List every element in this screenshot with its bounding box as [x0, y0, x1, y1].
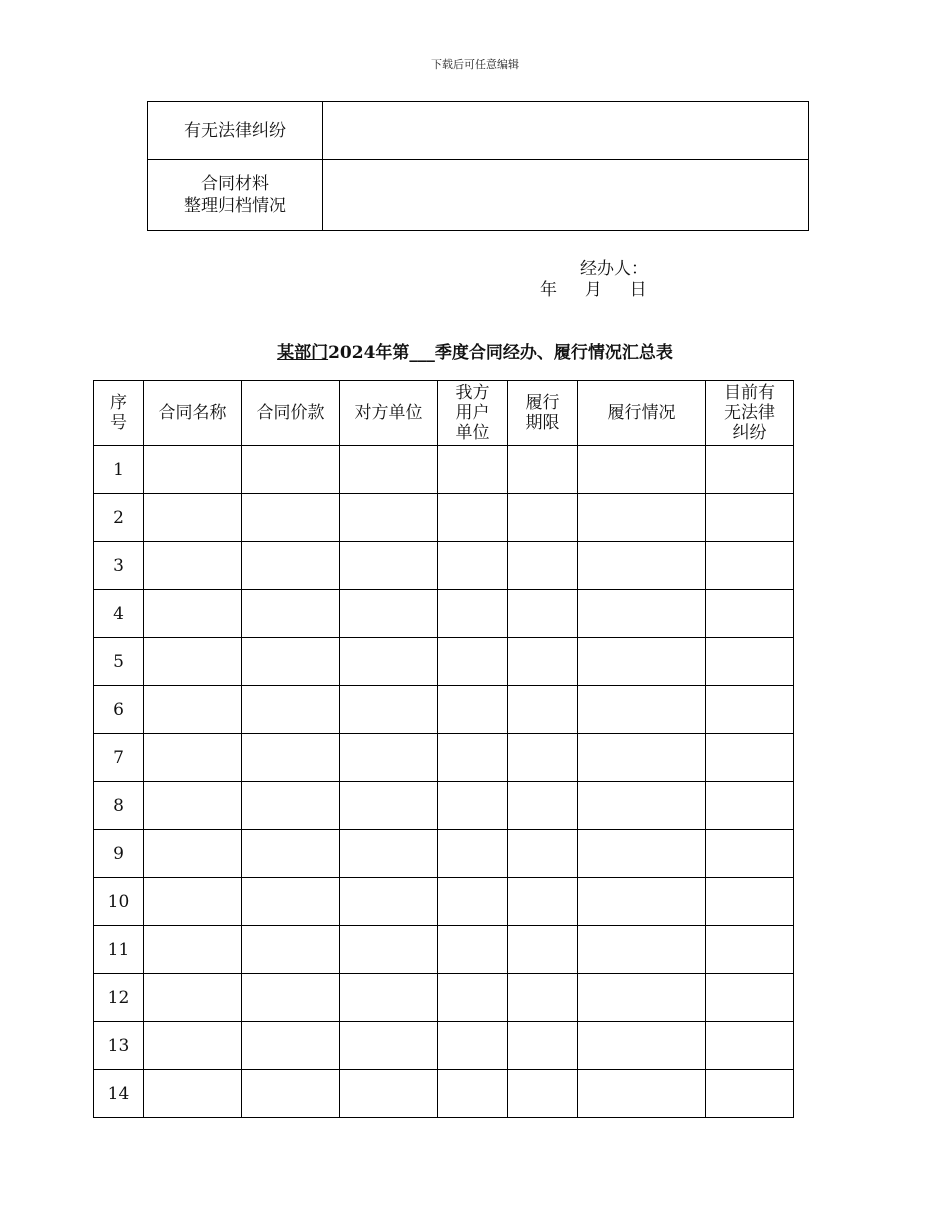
table-cell[interactable]: [578, 734, 706, 782]
table-cell[interactable]: [340, 974, 438, 1022]
table-cell[interactable]: [340, 1022, 438, 1070]
table-cell[interactable]: [340, 494, 438, 542]
table-cell[interactable]: [508, 446, 578, 494]
header-row: [94, 381, 794, 446]
header-note: 下载后可任意编辑: [431, 58, 519, 71]
table-cell[interactable]: [438, 782, 508, 830]
table-cell[interactable]: [340, 446, 438, 494]
table-cell[interactable]: [578, 590, 706, 638]
title-year: 2024年第: [328, 343, 410, 363]
row-number: 12: [94, 974, 144, 1022]
table-cell[interactable]: [438, 878, 508, 926]
table-cell[interactable]: [706, 1070, 794, 1118]
table-cell[interactable]: [438, 494, 508, 542]
table-row: [94, 734, 794, 782]
table-row: [94, 926, 794, 974]
col-header-dispute: [706, 381, 794, 446]
table-cell[interactable]: [340, 542, 438, 590]
table-cell[interactable]: [578, 974, 706, 1022]
table-cell[interactable]: [438, 1070, 508, 1118]
table-row: [94, 1022, 794, 1070]
col-header-term: [508, 381, 578, 446]
table-cell[interactable]: [706, 542, 794, 590]
table-row: [94, 542, 794, 590]
archive-status-label: [148, 160, 323, 231]
table-cell[interactable]: [144, 542, 242, 590]
table-cell[interactable]: [508, 542, 578, 590]
table-cell[interactable]: [340, 590, 438, 638]
summary-table: [93, 380, 794, 1118]
table-cell[interactable]: [508, 590, 578, 638]
label-line: 合同材料: [201, 174, 269, 194]
table-cell[interactable]: [242, 926, 340, 974]
table-cell[interactable]: [438, 686, 508, 734]
table-cell[interactable]: [578, 926, 706, 974]
table-cell[interactable]: [508, 734, 578, 782]
header-line: 单位: [455, 423, 490, 443]
header-line: 合同名称: [158, 403, 227, 423]
department-name: 某部门: [277, 343, 329, 363]
table-row: [94, 590, 794, 638]
table-cell[interactable]: [144, 926, 242, 974]
header-line: 目前有: [724, 383, 775, 403]
header-line: 期限: [525, 413, 560, 433]
table-row: [94, 494, 794, 542]
table-cell[interactable]: [578, 638, 706, 686]
table-cell[interactable]: [706, 446, 794, 494]
table-cell[interactable]: [706, 686, 794, 734]
table-cell[interactable]: [706, 638, 794, 686]
table-cell[interactable]: [508, 830, 578, 878]
header-line: 履行: [525, 393, 560, 413]
year-label: 年: [540, 280, 557, 300]
handler-label: 经办人：: [580, 259, 648, 279]
table-cell[interactable]: [242, 590, 340, 638]
table-cell[interactable]: [578, 1070, 706, 1118]
table-cell[interactable]: [706, 782, 794, 830]
table-cell[interactable]: [578, 1022, 706, 1070]
table-cell[interactable]: [706, 734, 794, 782]
table-cell[interactable]: [144, 1022, 242, 1070]
table-row: [94, 974, 794, 1022]
header-line: 用户: [455, 403, 490, 423]
table-cell[interactable]: [438, 1022, 508, 1070]
table-row: [94, 830, 794, 878]
table-cell[interactable]: [438, 590, 508, 638]
header-line: 对方单位: [354, 403, 423, 423]
table-cell[interactable]: [144, 590, 242, 638]
header-line: 履行情况: [607, 403, 676, 423]
table-row: [94, 878, 794, 926]
date-line: [540, 275, 647, 300]
row-number: 10: [94, 878, 144, 926]
table-row: [94, 446, 794, 494]
table-cell[interactable]: [578, 830, 706, 878]
table-cell[interactable]: [508, 926, 578, 974]
table-cell[interactable]: [508, 1070, 578, 1118]
header-line: 纠纷: [732, 423, 767, 443]
table-cell[interactable]: [340, 734, 438, 782]
header-line: 号: [110, 413, 127, 433]
row-number: 6: [94, 686, 144, 734]
table-cell[interactable]: [578, 686, 706, 734]
contract-info-table: [147, 101, 809, 231]
label-line: 整理归档情况: [184, 196, 286, 216]
table-cell[interactable]: [438, 446, 508, 494]
archive-status-value-cell[interactable]: [323, 160, 809, 231]
legal-dispute-label: [148, 102, 323, 160]
table-cell[interactable]: [706, 1022, 794, 1070]
table-cell[interactable]: [508, 494, 578, 542]
table-cell[interactable]: [340, 1070, 438, 1118]
table-cell[interactable]: [144, 494, 242, 542]
table-cell[interactable]: [706, 878, 794, 926]
table-cell[interactable]: [578, 782, 706, 830]
row-number: 3: [94, 542, 144, 590]
table-cell[interactable]: [508, 878, 578, 926]
table-cell[interactable]: [706, 830, 794, 878]
col-header-contract-price: [242, 381, 340, 446]
table-cell[interactable]: [706, 926, 794, 974]
table-cell[interactable]: [242, 494, 340, 542]
table-cell[interactable]: [340, 686, 438, 734]
col-header-seq: [94, 381, 144, 446]
col-header-counterparty: [340, 381, 438, 446]
table-cell[interactable]: [242, 974, 340, 1022]
table-cell[interactable]: [578, 446, 706, 494]
table-cell[interactable]: [144, 782, 242, 830]
table-cell[interactable]: [144, 446, 242, 494]
table-cell[interactable]: [340, 830, 438, 878]
table-row: [94, 638, 794, 686]
table-cell[interactable]: [144, 974, 242, 1022]
month-label: 月: [584, 280, 602, 300]
table-cell[interactable]: [340, 878, 438, 926]
table-cell[interactable]: [508, 686, 578, 734]
table-cell[interactable]: [144, 830, 242, 878]
table-cell[interactable]: [242, 1022, 340, 1070]
table-row: [148, 102, 809, 160]
table-cell[interactable]: [144, 878, 242, 926]
table-row: [148, 160, 809, 231]
table-cell[interactable]: [242, 638, 340, 686]
table-cell[interactable]: [706, 590, 794, 638]
col-header-contract-name: [144, 381, 242, 446]
table-cell[interactable]: [242, 446, 340, 494]
summary-title: [0, 338, 950, 363]
table-cell[interactable]: [242, 542, 340, 590]
quarter-blank: ___: [409, 343, 435, 363]
table-cell[interactable]: [340, 926, 438, 974]
col-header-our-unit: [438, 381, 508, 446]
table-cell[interactable]: [578, 494, 706, 542]
table-cell[interactable]: [706, 494, 794, 542]
row-number: 2: [94, 494, 144, 542]
row-number: 14: [94, 1070, 144, 1118]
header-line: 序: [110, 393, 127, 413]
table-cell[interactable]: [508, 638, 578, 686]
table-cell[interactable]: [438, 830, 508, 878]
row-number: 4: [94, 590, 144, 638]
table-cell[interactable]: [242, 830, 340, 878]
row-number: 5: [94, 638, 144, 686]
table-cell[interactable]: [508, 1022, 578, 1070]
row-number: 1: [94, 446, 144, 494]
table-cell[interactable]: [508, 782, 578, 830]
table-cell[interactable]: [242, 782, 340, 830]
legal-dispute-value-cell[interactable]: [323, 102, 809, 160]
table-cell[interactable]: [578, 542, 706, 590]
table-cell[interactable]: [438, 974, 508, 1022]
table-cell[interactable]: [144, 638, 242, 686]
table-cell[interactable]: [242, 1070, 340, 1118]
table-cell[interactable]: [144, 686, 242, 734]
table-row: [94, 1070, 794, 1118]
row-number: 11: [94, 926, 144, 974]
header-line: 我方: [455, 383, 490, 403]
table-cell[interactable]: [438, 542, 508, 590]
table-cell[interactable]: [242, 878, 340, 926]
row-number: 9: [94, 830, 144, 878]
row-number: 13: [94, 1022, 144, 1070]
table-cell[interactable]: [438, 638, 508, 686]
table-cell[interactable]: [438, 926, 508, 974]
table-cell[interactable]: [578, 878, 706, 926]
table-cell[interactable]: [340, 638, 438, 686]
title-rest: 季度合同经办、履行情况汇总表: [434, 343, 673, 363]
table-cell[interactable]: [438, 734, 508, 782]
row-number: 8: [94, 782, 144, 830]
label-line: 有无法律纠纷: [184, 120, 286, 141]
table-cell[interactable]: [144, 734, 242, 782]
table-row: [94, 686, 794, 734]
day-label: 日: [629, 280, 647, 300]
col-header-performance: [578, 381, 706, 446]
table-cell[interactable]: [242, 734, 340, 782]
table-cell[interactable]: [144, 1070, 242, 1118]
table-cell[interactable]: [242, 686, 340, 734]
header-line: 合同价款: [256, 403, 325, 423]
table-row: [94, 782, 794, 830]
table-cell[interactable]: [706, 974, 794, 1022]
summary-table-body: [94, 446, 794, 1118]
table-cell[interactable]: [508, 974, 578, 1022]
header-line: 无法律: [724, 403, 775, 423]
table-cell[interactable]: [340, 782, 438, 830]
row-number: 7: [94, 734, 144, 782]
